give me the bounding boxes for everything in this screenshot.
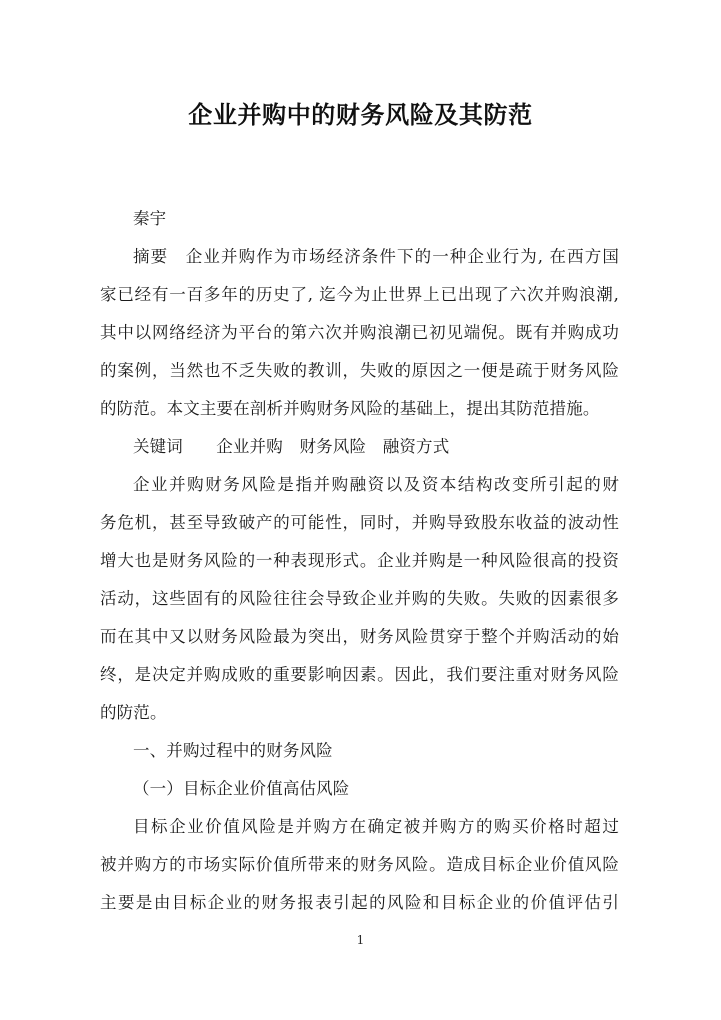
abstract-line-3: 其中以网络经济为平台的第六次并购浪潮已初见端倪。既有并购成功: [100, 323, 619, 342]
section-1-line-2: 被并购方的市场实际价值所带来的财务风险。造成目标企业价值风险: [100, 855, 619, 874]
intro-line-5: 而在其中又以财务风险最为突出，财务风险贯穿于整个并购活动的始: [100, 627, 619, 646]
abstract-line-5: 的防范。本文主要在剖析并购财务风险的基础上，提出其防范措施。: [100, 399, 600, 418]
abstract-line-1: 摘要 企业并购作为市场经济条件下的一种企业行为, 在西方国: [133, 247, 619, 266]
intro-line-1: 企业并购财务风险是指并购融资以及资本结构改变所引起的财: [133, 475, 619, 494]
section-subheading-1-1: （一）目标企业价值高估风险: [133, 779, 350, 798]
page-number: 1: [356, 933, 365, 947]
intro-line-6: 终，是决定并购成败的重要影响因素。因此，我们要注重对财务风险: [100, 665, 619, 684]
author-line: 秦宇: [133, 209, 167, 228]
abstract-line-4: 的案例，当然也不乏失败的教训，失败的原因之一便是疏于财务风险: [100, 361, 619, 380]
page-title: 企业并购中的财务风险及其防范: [188, 100, 533, 130]
section-1-line-1: 目标企业价值风险是并购方在确定被并购方的购买价格时超过: [133, 817, 619, 836]
abstract-line-2: 家已经有一百多年的历史了, 迄今为止世界上已出现了六次并购浪潮,: [100, 285, 619, 304]
document-body: [100, 200, 619, 922]
intro-line-7: 的防范。: [100, 703, 167, 722]
intro-line-3: 增大也是财务风险的一种表现形式。企业并购是一种风险很高的投资: [100, 551, 619, 570]
intro-line-4: 活动，这些固有的风险往往会导致企业并购的失败。失败的因素很多: [100, 589, 619, 608]
section-1-line-3: 主要是由目标企业的财务报表引起的风险和目标企业的价值评估引: [100, 893, 619, 912]
keywords-line: 关键词 企业并购 财务风险 融资方式: [133, 437, 450, 456]
intro-line-2: 务危机，甚至导致破产的可能性，同时，并购导致股东收益的波动性: [100, 513, 619, 532]
section-heading-1: 一、并购过程中的财务风险: [133, 741, 333, 760]
